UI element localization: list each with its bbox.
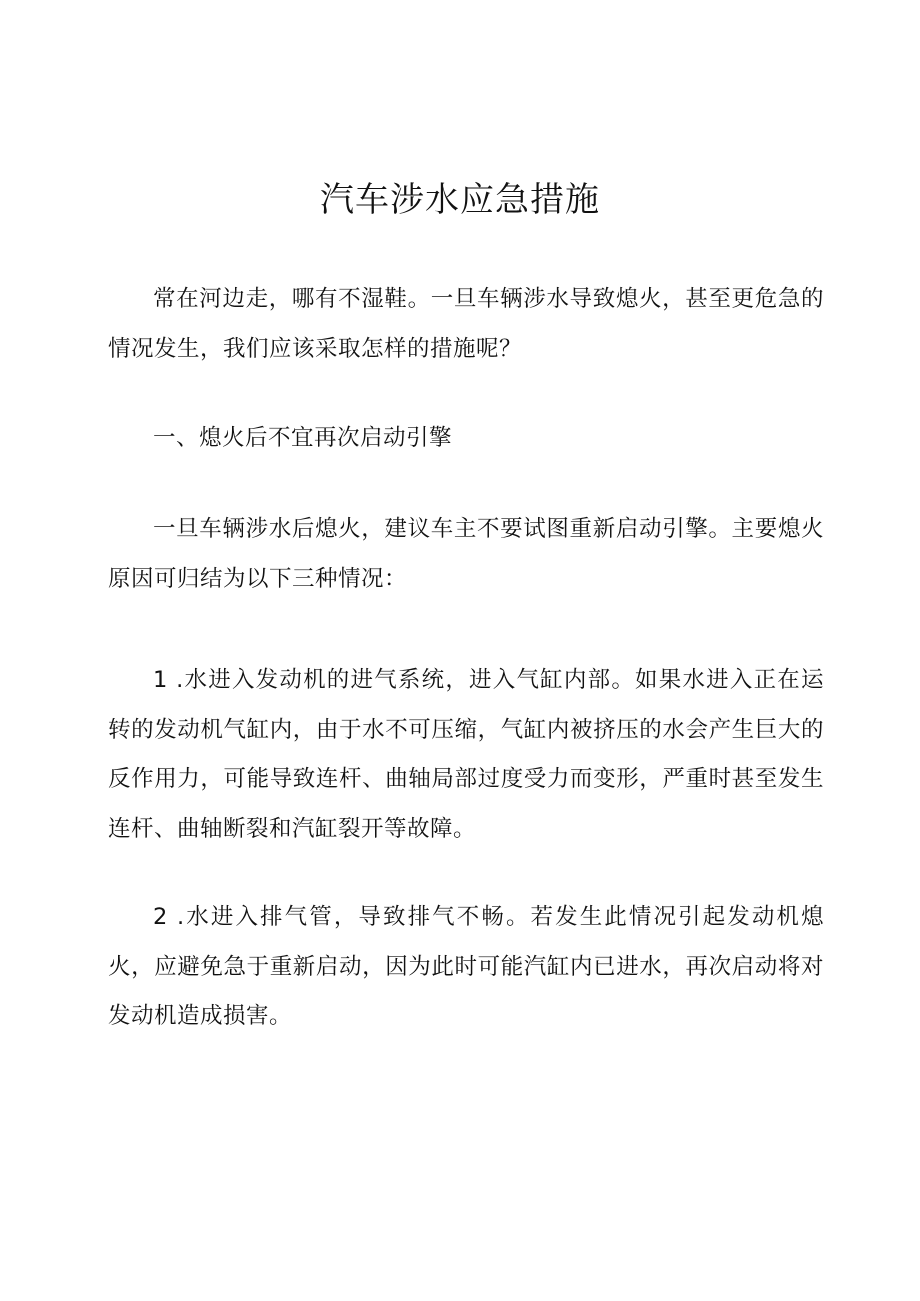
document-title: 汽车涉水应急措施 [320,180,600,220]
intro-paragraph: 常在河边走，哪有不湿鞋。一旦车辆涉水导致熄火，甚至更危急的情况发生，我们应该采取怎样的措施呢？ [108,286,824,362]
list-item-1: 1 .水进入发动机的进气系统，进入气缸内部。如果水进入正在运转的发动机气缸内，由于水不可压缩，气缸内被挤压的水会产生巨大的反作用力，可能导致连杆、曲轴局部过度受力而变形，严重时甚至发生连杆、曲轴断裂和汽缸裂开等故障。 [108,667,824,842]
section-heading: 一、熄火后不宜再次启动引擎 [153,425,453,451]
list-item-2: 2 .水进入排气管，导致排气不畅。若发生此情况引起发动机熄火，应避免急于重新启动，因为此时可能汽缸内已进水，再次启动将对发动机造成损害。 [108,904,824,1029]
section-paragraph: 一旦车辆涉水后熄火，建议车主不要试图重新启动引擎。主要熄火原因可归结为以下三种情况： [108,516,824,592]
